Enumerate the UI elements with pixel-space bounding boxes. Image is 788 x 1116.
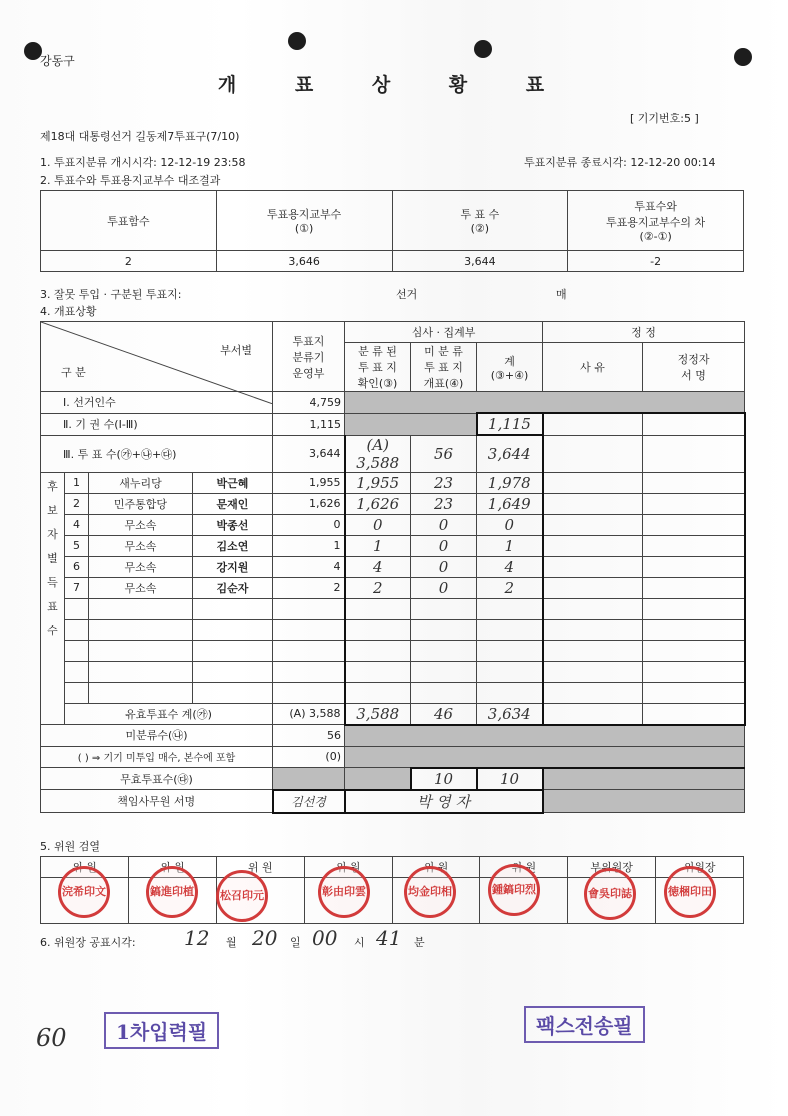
candidate-unsorted: 23 (411, 493, 477, 514)
valid-votes-sorted: 3,588 (345, 703, 411, 725)
time-month-unit: 월 (226, 936, 237, 949)
candidate-party: 무소속 (89, 535, 193, 556)
valid-votes-value: (A) 3,588 (273, 703, 345, 725)
header-sorted (345, 343, 411, 392)
empty-cell (273, 661, 345, 682)
election-name: 제18대 대통령선거 길동제7투표구(7/10) (40, 130, 240, 143)
side-char: 후 (47, 479, 58, 493)
side-char: 표 (47, 599, 58, 613)
invalid-votes-label: 무효투표수(㉰) (41, 768, 273, 790)
candidate-unsorted: 0 (411, 577, 477, 598)
empty-cell (193, 640, 273, 661)
member-seal: 松召印元 (216, 870, 268, 922)
gray-cell (345, 725, 745, 747)
row-votes-label: Ⅲ. 투 표 수(㉮+㉯+㉰) (41, 435, 273, 472)
empty-cell (643, 619, 745, 640)
header-unsorted-line2: 투 표 지 (424, 361, 463, 374)
row-electors-value: 4,759 (273, 392, 345, 414)
section-3-heading: 3. 잘못 투입 · 구분된 투표지: (40, 288, 182, 301)
member-seal: 鍾鎬印烈 (488, 864, 540, 916)
candidate-party: 무소속 (89, 556, 193, 577)
header-votes-line2: (②) (470, 222, 490, 235)
gray-cell (273, 768, 345, 790)
ballot-boxes-value: 2 (41, 251, 217, 272)
candidate-sorter-value: 1,626 (273, 493, 345, 514)
candidate-unsorted: 23 (411, 472, 477, 493)
empty-cell (65, 661, 89, 682)
candidate-number: 2 (65, 493, 89, 514)
header-sorted-line3: 확인(③) (357, 377, 398, 390)
header-sorter (273, 322, 345, 392)
empty-cell (273, 619, 345, 640)
candidate-reason (543, 577, 643, 598)
header-total-line2: (③+④) (490, 368, 529, 382)
valid-votes-reason (543, 703, 643, 725)
empty-cell (543, 661, 643, 682)
header-correction: 정 정 (543, 322, 745, 343)
header-total-line1: 계 (504, 354, 515, 368)
time-day-unit: 일 (290, 936, 301, 949)
candidate-number: 5 (65, 535, 89, 556)
note-value: (0) (273, 746, 345, 768)
gray-cell (345, 392, 745, 414)
empty-cell (65, 598, 89, 619)
header-unsorted-line3: 개표(④) (423, 377, 464, 390)
candidate-number: 6 (65, 556, 89, 577)
candidate-number: 1 (65, 472, 89, 493)
header-corrector (643, 343, 745, 392)
candidate-name: 문재인 (193, 493, 273, 514)
side-char: 자 (47, 527, 58, 541)
punch-hole (734, 48, 752, 66)
header-diff-line2: 투표용지교부수의 차 (606, 216, 706, 229)
empty-cell (477, 619, 543, 640)
gray-cell (345, 768, 411, 790)
section-3-unit: 매 (556, 288, 567, 301)
punch-hole (474, 40, 492, 58)
header-total (477, 343, 543, 392)
empty-cell (643, 598, 745, 619)
time-hour-unit: 시 (354, 936, 365, 949)
candidate-sorted: 2 (345, 577, 411, 598)
candidate-name: 김순자 (193, 577, 273, 598)
empty-cell (411, 619, 477, 640)
note-label: ( ) ⇒ 기기 미투입 매수, 본수에 포함 (41, 746, 273, 768)
candidate-sorter-value: 1 (273, 535, 345, 556)
member-seal: 會吳印誌 (584, 868, 636, 920)
section-3-election: 선거 (396, 288, 418, 301)
candidate-total: 1 (477, 535, 543, 556)
invalid-votes-unsorted: 10 (411, 768, 477, 790)
candidate-total: 0 (477, 514, 543, 535)
empty-cell (411, 661, 477, 682)
header-unsorted (411, 343, 477, 392)
sort-start-time: 1. 투표지분류 개시시각: 12-12-19 23:58 (40, 156, 246, 169)
signature-sorter: 김선경 (273, 790, 345, 813)
candidate-party: 새누리당 (89, 472, 193, 493)
invalid-votes-total: 10 (477, 768, 543, 790)
valid-votes-label: 유효투표수 계(㉮) (65, 703, 273, 725)
empty-cell (65, 619, 89, 640)
candidate-corrector (643, 493, 745, 514)
empty-cell (643, 661, 745, 682)
candidate-corrector (643, 535, 745, 556)
empty-cell (65, 640, 89, 661)
header-difference (568, 191, 744, 251)
empty-cell (411, 640, 477, 661)
member-seal: 彰由印雲 (318, 866, 370, 918)
empty-cell (643, 682, 745, 703)
header-sorted-line1: 분 류 된 (358, 345, 397, 358)
empty-cell (543, 598, 643, 619)
votes-value: 3,644 (392, 251, 568, 272)
member-title: 위 원 (41, 857, 129, 878)
empty-cell (345, 598, 411, 619)
candidate-party: 무소속 (89, 577, 193, 598)
gray-cell (543, 768, 745, 790)
candidate-sorter-value: 2 (273, 577, 345, 598)
unclassified-value: 56 (273, 725, 345, 747)
candidate-party: 민주통합당 (89, 493, 193, 514)
candidate-corrector (643, 472, 745, 493)
first-input-stamp: 1차입력필 (104, 1012, 219, 1049)
empty-cell (193, 661, 273, 682)
row-votes-value: 3,644 (273, 435, 345, 472)
candidate-name: 김소연 (193, 535, 273, 556)
candidate-sorted: 4 (345, 556, 411, 577)
row-votes-total: 3,644 (477, 435, 543, 472)
gray-cell (345, 746, 745, 768)
signature-label: 책임사무원 서명 (41, 790, 273, 813)
candidate-corrector (643, 556, 745, 577)
candidate-total: 1,649 (477, 493, 543, 514)
empty-cell (543, 682, 643, 703)
empty-cell (273, 682, 345, 703)
empty-cell (543, 640, 643, 661)
candidate-total: 4 (477, 556, 543, 577)
time-day: 20 (252, 926, 278, 950)
member-seal: 徳梱印田 (664, 866, 716, 918)
header-issued-line2: (①) (294, 222, 314, 235)
fax-sent-stamp: 팩스전송필 (524, 1006, 645, 1043)
empty-cell (65, 682, 89, 703)
member-seal: 均金印相 (404, 866, 456, 918)
empty-cell (193, 619, 273, 640)
side-char: 수 (47, 623, 58, 637)
header-issued-line1: 투표용지교부수 (266, 208, 342, 221)
row-abstain-label: Ⅱ. 기 권 수(Ⅰ-Ⅲ) (41, 413, 273, 435)
candidate-number: 7 (65, 577, 89, 598)
candidate-total: 1,978 (477, 472, 543, 493)
gray-cell (543, 790, 745, 813)
gray-cell (345, 413, 477, 435)
candidate-number: 4 (65, 514, 89, 535)
empty-cell (89, 619, 193, 640)
candidate-reason (543, 556, 643, 577)
time-month: 12 (184, 926, 210, 950)
unclassified-label: 미분류수(㉯) (41, 725, 273, 747)
section-6-heading: 6. 위원장 공표시각: (40, 936, 136, 949)
side-char: 득 (47, 575, 58, 589)
candidate-sorted: 1 (345, 535, 411, 556)
empty-cell (411, 598, 477, 619)
candidate-sorted: 1,626 (345, 493, 411, 514)
candidate-unsorted: 0 (411, 556, 477, 577)
difference-value: -2 (568, 251, 744, 272)
time-minute-unit: 분 (414, 936, 425, 949)
header-corner (41, 322, 273, 392)
section-2-heading: 2. 투표수와 투표용지교부수 대조결과 (40, 174, 221, 187)
time-hour: 00 (312, 926, 338, 950)
member-title: 부위원장 (568, 857, 656, 878)
candidate-name: 박근혜 (193, 472, 273, 493)
page-title: 개 표 상 황 표 (217, 74, 571, 96)
candidate-corrector (643, 514, 745, 535)
empty-cell (477, 598, 543, 619)
header-diff-line3: (②-①) (639, 230, 672, 243)
empty-cell (345, 661, 411, 682)
candidate-reason (543, 535, 643, 556)
side-char: 별 (47, 551, 58, 565)
empty-cell (193, 682, 273, 703)
side-label-candidate-votes (41, 472, 65, 725)
row-votes-reason (543, 435, 643, 472)
section-4-heading: 4. 개표상황 (40, 305, 97, 318)
punch-hole (288, 32, 306, 50)
header-corrector-line1: 정정자 (677, 353, 710, 366)
empty-cell (411, 682, 477, 703)
header-sorter-line2: 분류기 (292, 350, 325, 364)
side-char: 보 (47, 503, 58, 517)
empty-cell (477, 661, 543, 682)
candidate-corrector (643, 577, 745, 598)
candidate-sorted: 1,955 (345, 472, 411, 493)
candidate-reason (543, 493, 643, 514)
header-ballot-boxes: 투표함수 (41, 191, 217, 251)
empty-cell (89, 661, 193, 682)
row-abstain-corrector (643, 413, 745, 435)
empty-cell (193, 598, 273, 619)
district-label: 강동구 (40, 54, 75, 68)
header-sorter-line1: 투표지 (292, 334, 325, 348)
candidate-reason (543, 472, 643, 493)
member-title: 위원장 (656, 857, 744, 878)
row-electors-label: Ⅰ. 선거인수 (41, 392, 273, 414)
empty-cell (345, 682, 411, 703)
header-votes (392, 191, 568, 251)
header-reason: 사 유 (543, 343, 643, 392)
candidate-sorter-value: 0 (273, 514, 345, 535)
empty-cell (345, 619, 411, 640)
candidate-unsorted: 0 (411, 535, 477, 556)
count-table (40, 321, 746, 814)
candidate-sorter-value: 4 (273, 556, 345, 577)
row-votes-unsorted: 56 (411, 435, 477, 472)
member-title: 위 원 (128, 857, 216, 878)
empty-cell (89, 598, 193, 619)
row-votes-sorted: (A) 3,588 (345, 435, 411, 472)
empty-cell (345, 640, 411, 661)
page-number: 60 (36, 1024, 67, 1052)
candidate-sorted: 0 (345, 514, 411, 535)
candidate-unsorted: 0 (411, 514, 477, 535)
header-audit: 심사 · 집계부 (345, 322, 543, 343)
empty-cell (643, 640, 745, 661)
sort-end-time: 투표지분류 종료시각: 12-12-20 00:14 (524, 156, 716, 169)
row-abstain-value: 1,115 (273, 413, 345, 435)
header-sorter-line3: 운영부 (292, 366, 325, 380)
header-issued (216, 191, 392, 251)
member-title: 위 원 (392, 857, 480, 878)
signature-audit: 박 영 자 (345, 790, 543, 813)
section-5-heading: 5. 위원 검열 (40, 840, 100, 853)
diagonal-line (41, 322, 273, 404)
row-abstain-reason (543, 413, 643, 435)
member-title: 위 원 (304, 857, 392, 878)
header-sorted-line2: 투 표 지 (358, 361, 397, 374)
header-votes-line1: 투 표 수 (460, 208, 500, 221)
empty-cell (543, 619, 643, 640)
valid-votes-unsorted: 46 (411, 703, 477, 725)
member-seal: 浣希印文 (58, 866, 110, 918)
row-votes-corrector (643, 435, 745, 472)
comparison-table (40, 190, 744, 272)
empty-cell (477, 640, 543, 661)
candidate-name: 박종선 (193, 514, 273, 535)
member-title: 위 원 (216, 857, 304, 878)
header-diff-line1: 투표수와 (634, 200, 677, 213)
candidate-total: 2 (477, 577, 543, 598)
member-seal: 鎬進印植 (146, 866, 198, 918)
valid-votes-corrector (643, 703, 745, 725)
header-category: 구 분 (61, 366, 86, 379)
candidate-name: 강지원 (193, 556, 273, 577)
valid-votes-total: 3,634 (477, 703, 543, 725)
empty-cell (477, 682, 543, 703)
issued-value: 3,646 (216, 251, 392, 272)
empty-cell (273, 598, 345, 619)
empty-cell (273, 640, 345, 661)
time-minute: 41 (376, 926, 402, 950)
empty-cell (89, 682, 193, 703)
machine-number: [ 기기번호:5 ] (630, 112, 699, 125)
header-unsorted-line1: 미 분 류 (424, 345, 463, 358)
candidate-sorter-value: 1,955 (273, 472, 345, 493)
header-department: 부서별 (220, 344, 252, 357)
header-corrector-line2: 서 명 (681, 369, 706, 382)
row-abstain-total: 1,115 (477, 413, 543, 435)
empty-cell (89, 640, 193, 661)
member-title: 위 원 (480, 857, 568, 878)
candidate-party: 무소속 (89, 514, 193, 535)
candidate-reason (543, 514, 643, 535)
